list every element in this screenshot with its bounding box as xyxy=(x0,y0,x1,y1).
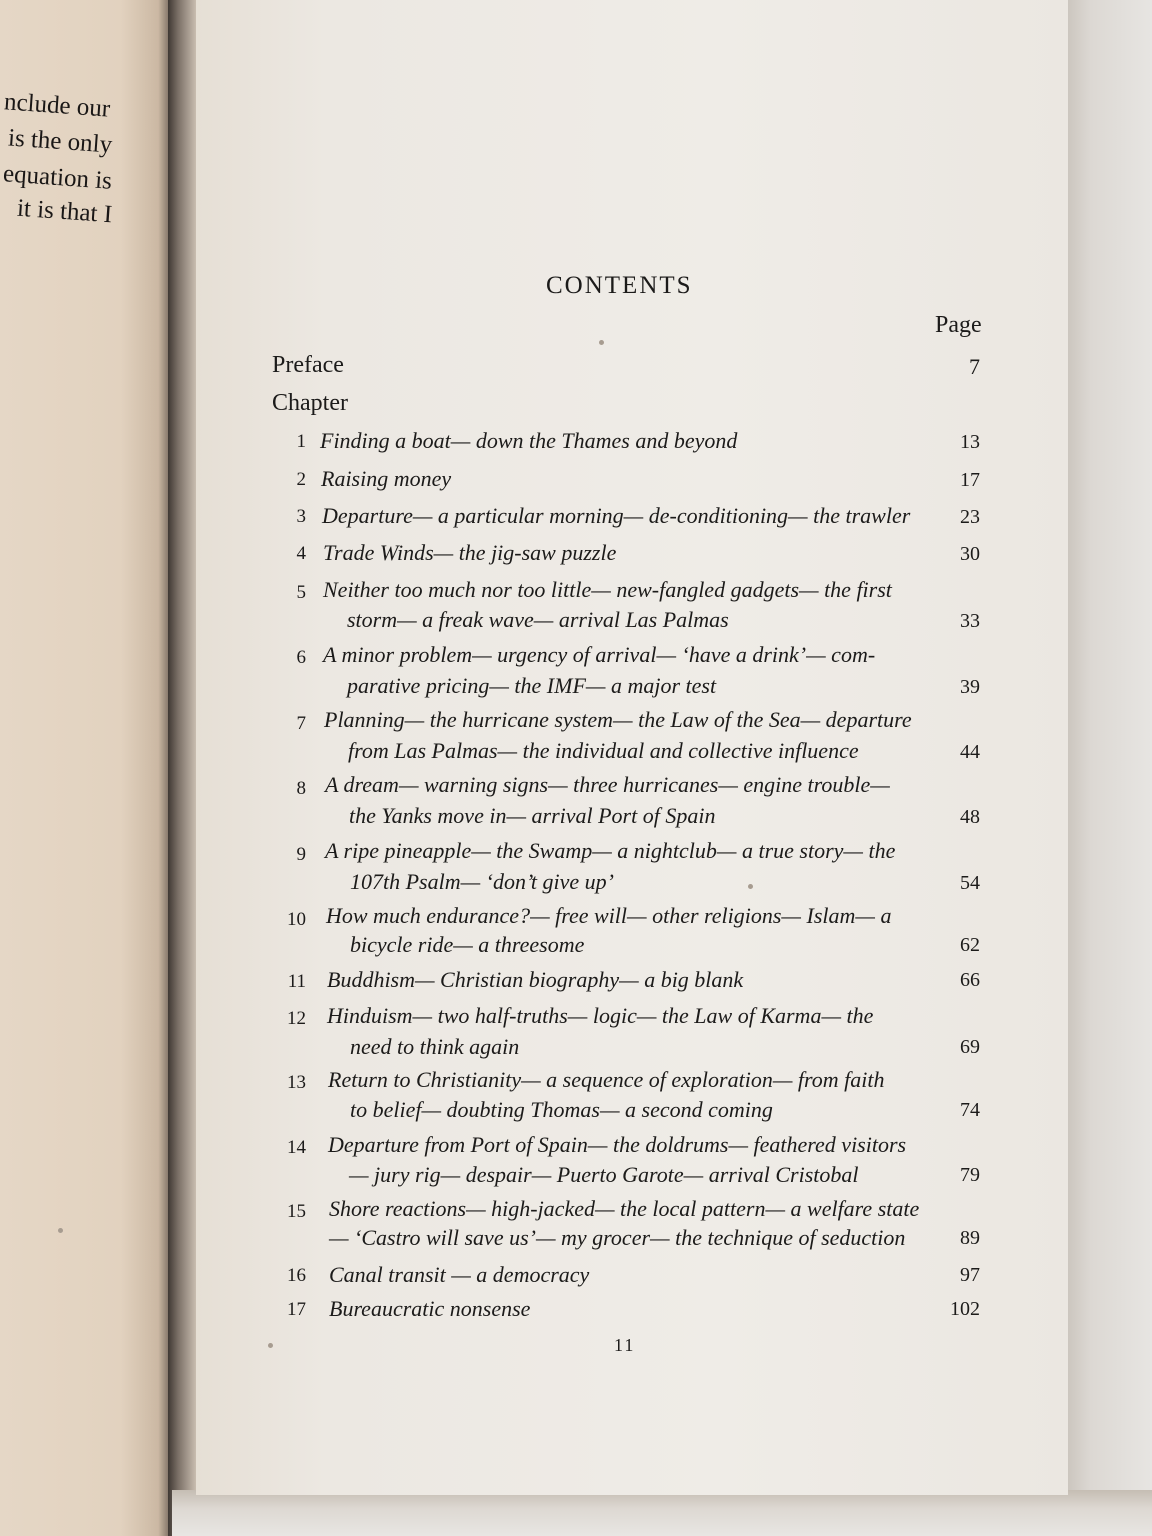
chapter-number: 10 xyxy=(287,909,306,930)
paper-speck xyxy=(599,340,604,345)
chapter-number: 2 xyxy=(296,469,306,490)
chapter-title-line: the Yanks move in— arrival Port of Spain xyxy=(349,803,716,828)
preface-page-number: 7 xyxy=(969,354,980,379)
paper-speck xyxy=(58,1228,63,1233)
chapter-title-line: to belief— doubting Thomas— a second coming xyxy=(350,1097,773,1122)
chapter-title-line: Bureaucratic nonsense xyxy=(329,1296,531,1321)
page-column-label: Page xyxy=(935,312,982,338)
chapter-title-line: Neither too much nor too little— new-fangled gadgets— the first xyxy=(323,577,892,602)
chapter-page-number: 74 xyxy=(960,1099,980,1121)
chapter-page-number: 48 xyxy=(960,806,980,828)
chapter-title-line: Departure— a particular morning— de-conditioning— the trawler xyxy=(322,503,911,528)
page-stack-edge xyxy=(1064,0,1152,1536)
chapter-title-line: A minor problem— urgency of arrival— ‘have a drink’— com- xyxy=(323,642,876,667)
facing-page-line: equation is xyxy=(2,160,113,195)
chapter-number: 15 xyxy=(287,1201,306,1222)
chapter-page-number: 54 xyxy=(960,872,980,894)
chapter-title-line: How much endurance?— free will— other religions— Islam— a xyxy=(326,903,892,928)
chapter-number: 5 xyxy=(296,582,306,603)
chapter-page-number: 30 xyxy=(960,543,980,565)
chapter-number: 8 xyxy=(296,778,306,799)
chapter-title-line: storm— a freak wave— arrival Las Palmas xyxy=(347,607,729,632)
chapter-title-line: Return to Christianity— a sequence of exploration— from faith xyxy=(328,1067,885,1092)
chapter-title-line: Departure from Port of Spain— the doldrums— feathered visitors xyxy=(328,1132,907,1157)
chapter-title-line: A dream— warning signs— three hurricanes— engine trouble— xyxy=(325,772,890,797)
chapter-title-line: parative pricing— the IMF— a major test xyxy=(347,673,717,698)
chapter-page-number: 102 xyxy=(950,1298,980,1320)
chapter-title-line: Finding a boat— down the Thames and beyond xyxy=(320,428,738,453)
chapter-number: 12 xyxy=(287,1008,306,1029)
chapter-page-number: 33 xyxy=(960,610,980,632)
chapter-title-line: 107th Psalm— ‘don’t give up’ xyxy=(350,869,614,894)
chapter-page-number: 79 xyxy=(960,1164,980,1186)
chapter-page-number: 13 xyxy=(960,431,980,453)
facing-page-line: nclude our xyxy=(3,88,111,123)
chapter-page-number: 97 xyxy=(960,1264,980,1286)
chapter-number: 16 xyxy=(287,1265,306,1286)
chapter-number: 11 xyxy=(287,971,306,992)
facing-page-line: is the only xyxy=(7,124,113,159)
chapter-title-line: Hinduism— two half-truths— logic— the Law of Karma— the xyxy=(327,1003,874,1028)
chapter-label: Chapter xyxy=(272,390,348,416)
chapter-number: 6 xyxy=(296,647,306,668)
chapter-number: 4 xyxy=(296,543,306,564)
chapter-title-line: Canal transit — a democracy xyxy=(329,1262,590,1287)
chapter-page-number: 23 xyxy=(960,506,980,528)
chapter-title-line: A ripe pineapple— the Swamp— a nightclub— a true story— the xyxy=(325,838,896,863)
chapter-number: 1 xyxy=(296,431,306,452)
chapter-title-line: from Las Palmas— the individual and collective influence xyxy=(348,738,859,763)
contents-heading: CONTENTS xyxy=(546,272,693,299)
facing-page-line: it is that I xyxy=(16,194,113,229)
chapter-page-number: 17 xyxy=(960,469,980,491)
chapter-title-line: Raising money xyxy=(321,466,452,491)
chapter-page-number: 89 xyxy=(960,1227,980,1249)
chapter-number: 3 xyxy=(296,506,306,527)
chapter-title-line: bicycle ride— a threesome xyxy=(350,932,585,957)
chapter-page-number: 69 xyxy=(960,1036,980,1058)
chapter-number: 17 xyxy=(287,1299,306,1320)
chapter-title-line: Shore reactions— high-jacked— the local pattern— a welfare state xyxy=(329,1196,920,1221)
chapter-title-line: Trade Winds— the jig-saw puzzle xyxy=(323,540,617,565)
page-folio: 11 xyxy=(614,1335,636,1355)
chapter-page-number: 66 xyxy=(960,969,980,991)
chapter-title-line: Planning— the hurricane system— the Law of the Sea— departure xyxy=(324,707,912,732)
chapter-number: 9 xyxy=(296,844,306,865)
paper-speck xyxy=(268,1343,273,1348)
chapter-number: 7 xyxy=(296,713,306,734)
chapter-page-number: 44 xyxy=(960,741,980,763)
chapter-page-number: 39 xyxy=(960,676,980,698)
paper-speck xyxy=(748,884,753,889)
page-bottom-edge xyxy=(172,1490,1152,1536)
chapter-number: 14 xyxy=(287,1137,306,1158)
facing-page xyxy=(0,0,172,1536)
chapter-page-number: 62 xyxy=(960,934,980,956)
chapter-title-line: Buddhism— Christian biography— a big blank xyxy=(327,967,744,992)
chapter-title-line: need to think again xyxy=(350,1034,520,1059)
chapter-title-line: — jury rig— despair— Puerto Garote— arrival Cristobal xyxy=(349,1162,859,1187)
preface-label: Preface xyxy=(272,352,344,378)
chapter-title-line: — ‘Castro will save us’— my grocer— the technique of seduction xyxy=(329,1225,906,1250)
chapter-number: 13 xyxy=(287,1072,306,1093)
